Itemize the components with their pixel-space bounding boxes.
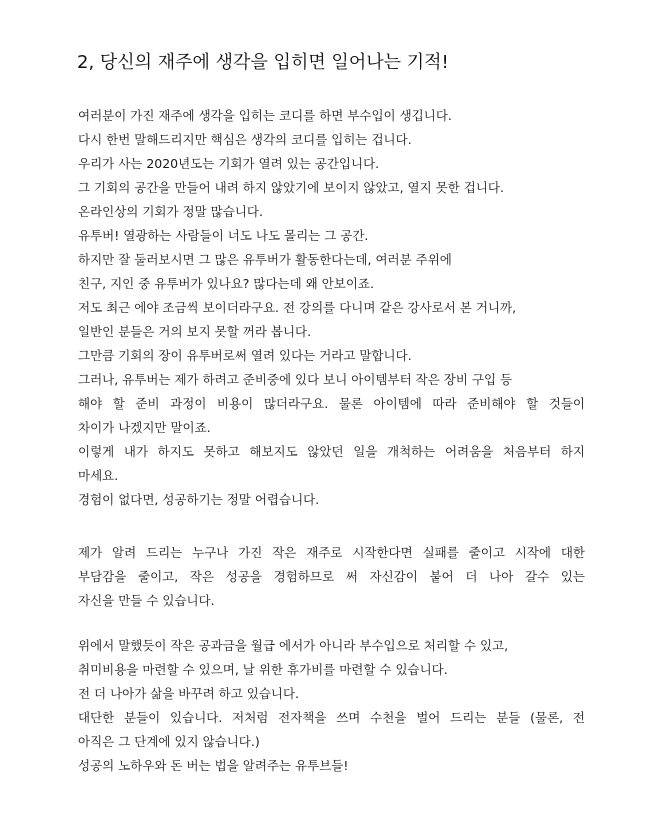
text-line: 하지만 잘 둘러보시면 그 많은 유투버가 활동한다는데, 여러분 주위에: [78, 252, 452, 267]
text-line: 성공의 노하우와 돈 버는 법을 알려주는 유투브들!: [78, 758, 349, 773]
text-line: 부담감을 줄이고, 작은 성공을 경험하므로 써 자신감이 붙어 더 나아 갈수 있는: [78, 569, 585, 584]
text-line: 위에서 말했듯이 작은 공과금을 월급 에서가 아니라 부수입으로 처리할 수 있고,: [78, 638, 509, 653]
text-line: 아직은 그 단계에 있지 않습니다.): [78, 734, 260, 749]
text-line: 자신을 만들 수 있습니다.: [78, 593, 215, 608]
paragraph-2: [78, 541, 598, 613]
text-line: 마세요.: [78, 468, 119, 483]
text-line: 취미비용을 마련할 수 있으며, 날 위한 휴가비를 마련할 수 있습니다.: [78, 662, 448, 677]
text-line: 그러나, 유투버는 제가 하려고 준비중에 있다 보니 아이템부터 작은 장비 구입 등: [78, 372, 513, 387]
paragraph-3: [78, 634, 598, 778]
text-line: 그만큼 기회의 장이 유투버로써 열려 있다는 거라고 말합니다.: [78, 348, 412, 363]
text-line: 이렇게 내가 하지도 못하고 해보지도 않았던 일을 개척하는 어려움을 처음부터 하지: [78, 444, 585, 459]
text-line: 여러분이 가진 재주에 생각을 입히는 코디를 하면 부수입이 생깁니다.: [78, 108, 452, 123]
text-line: 온라인상의 기회가 정말 많습니다.: [78, 204, 263, 219]
text-line: 차이가 나겠지만 말이죠.: [78, 420, 211, 435]
text-line: 우리가 사는 2020년도는 기회가 열려 있는 공간입니다.: [78, 156, 380, 171]
text-line: 유투버! 열광하는 사람들이 너도 나도 몰리는 그 공간.: [78, 228, 369, 243]
text-line: 해야 할 준비 과정이 비용이 많더라구요. 물론 아이템에 따라 준비해야 할 것들이: [78, 396, 585, 411]
text-line: 친구, 지인 중 유투버가 있나요? 많다는데 왜 안보이죠.: [78, 276, 374, 291]
text-line: 제가 알려 드리는 누구나 가진 작은 재주로 시작한다면 실패를 줄이고 시작에 대한: [78, 545, 585, 560]
text-line: 경험이 없다면, 성공하기는 정말 어렵습니다.: [78, 492, 320, 507]
paragraph-1: [78, 104, 598, 512]
text-line: 그 기회의 공간을 만들어 내려 하지 않았기에 보이지 않았고, 열지 못한 겁니다.: [78, 180, 504, 195]
text-line: 전 더 나아가 삶을 바꾸려 하고 있습니다.: [78, 686, 300, 701]
page-title: 2, 당신의 재주에 생각을 입히면 일어나는 기적!: [77, 52, 449, 73]
text-line: 저도 최근 에야 조금씩 보이더라구요. 전 강의를 다니며 같은 강사로서 본 거니까,: [78, 300, 517, 315]
text-line: 다시 한번 말해드리지만 핵심은 생각의 코디를 입히는 겁니다.: [78, 132, 412, 147]
text-line: 일반인 분들은 거의 보지 못할 꺼라 봅니다.: [78, 324, 312, 339]
text-line: 대단한 분들이 있습니다. 저처럼 전자책을 쓰며 수천을 벌어 드리는 분들 (물론, 전: [78, 710, 585, 725]
